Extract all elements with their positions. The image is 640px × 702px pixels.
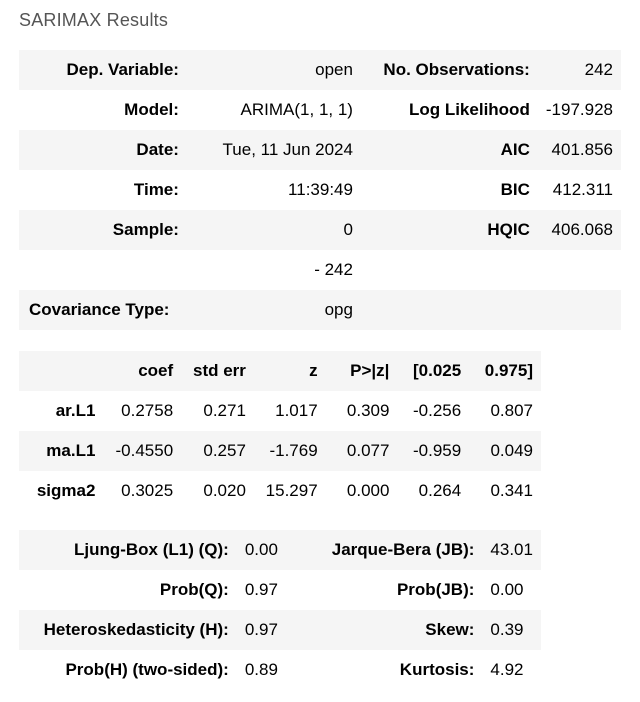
summary-value (538, 250, 621, 290)
diag-value: 0.97 (237, 570, 299, 610)
cell: 0.077 (326, 431, 398, 471)
summary-label: Model: (19, 90, 187, 130)
summary-value: 412.311 (538, 170, 621, 210)
row-label: ma.L1 (19, 431, 103, 471)
summary-value (538, 290, 621, 330)
diag-label: Skew: (299, 610, 483, 650)
column-header: coef (103, 351, 181, 391)
diag-label: Jarque-Bera (JB): (299, 530, 483, 570)
cell: 0.3025 (103, 471, 181, 511)
cell: 0.807 (469, 391, 541, 431)
table-row (19, 431, 541, 471)
summary-value: 406.068 (538, 210, 621, 250)
cell: 0.020 (181, 471, 254, 511)
diag-label: Kurtosis: (299, 650, 483, 690)
cell: 0.341 (469, 471, 541, 511)
diagnostics-table (19, 530, 541, 690)
column-header: P>|z| (326, 351, 398, 391)
diag-label: Prob(H) (two-sided): (19, 650, 237, 690)
diag-label: Prob(Q): (19, 570, 237, 610)
cell: 0.271 (181, 391, 254, 431)
diag-label: Ljung-Box (L1) (Q): (19, 530, 237, 570)
cell: 0.257 (181, 431, 254, 471)
table-row (19, 471, 541, 511)
cell: 0.264 (397, 471, 469, 511)
table-row (19, 650, 541, 690)
cell: 0.000 (326, 471, 398, 511)
summary-label: BIC (361, 170, 538, 210)
summary-value: 0 (187, 210, 361, 250)
cell: 15.297 (254, 471, 326, 511)
cell: -0.256 (397, 391, 469, 431)
column-header: z (254, 351, 326, 391)
diag-label: Prob(JB): (299, 570, 483, 610)
diag-value: 0.89 (237, 650, 299, 690)
summary-label (361, 250, 538, 290)
results-caption: SARIMAX Results (19, 10, 169, 30)
summary-value: Tue, 11 Jun 2024 (187, 130, 361, 170)
coefficient-table (19, 351, 541, 511)
table-row (19, 570, 541, 610)
column-header: 0.975] (469, 351, 541, 391)
summary-value: open (187, 50, 361, 90)
summary-value: opg (187, 290, 361, 330)
summary-label (361, 290, 538, 330)
summary-label: AIC (361, 130, 538, 170)
diag-value: 0.00 (237, 530, 299, 570)
diag-value: 0.39 (482, 610, 541, 650)
diag-value: 0.00 (482, 570, 541, 610)
row-label: ar.L1 (19, 391, 103, 431)
summary-row (19, 210, 621, 250)
summary-label: No. Observations: (361, 50, 538, 90)
table-row (19, 391, 541, 431)
column-header: [0.025 (397, 351, 469, 391)
summary-label (19, 250, 187, 290)
summary-value: 11:39:49 (187, 170, 361, 210)
summary-label: Time: (19, 170, 187, 210)
summary-label: Covariance Type: (19, 290, 187, 330)
diag-value: 0.97 (237, 610, 299, 650)
summary-value: ARIMA(1, 1, 1) (187, 90, 361, 130)
row-label-header (19, 351, 103, 391)
summary-row (19, 130, 621, 170)
diag-value: 43.01 (482, 530, 541, 570)
summary-label: HQIC (361, 210, 538, 250)
summary-row (19, 250, 621, 290)
summary-label: Sample: (19, 210, 187, 250)
diag-label: Heteroskedasticity (H): (19, 610, 237, 650)
cell: -0.959 (397, 431, 469, 471)
column-header: std err (181, 351, 254, 391)
coef-header-row (19, 351, 541, 391)
row-label: sigma2 (19, 471, 103, 511)
summary-row (19, 170, 621, 210)
summary-label: Dep. Variable: (19, 50, 187, 90)
summary-value: 242 (538, 50, 621, 90)
model-summary-table (19, 50, 621, 330)
summary-row (19, 90, 621, 130)
cell: 1.017 (254, 391, 326, 431)
table-row (19, 530, 541, 570)
summary-value: 401.856 (538, 130, 621, 170)
cell: 0.049 (469, 431, 541, 471)
summary-row (19, 290, 621, 330)
cell: -0.4550 (103, 431, 181, 471)
table-row (19, 610, 541, 650)
cell: 0.309 (326, 391, 398, 431)
summary-row (19, 50, 621, 90)
summary-label: Date: (19, 130, 187, 170)
diag-value: 4.92 (482, 650, 541, 690)
summary-value: - 242 (187, 250, 361, 290)
cell: 0.2758 (103, 391, 181, 431)
cell: -1.769 (254, 431, 326, 471)
summary-value: -197.928 (538, 90, 621, 130)
summary-label: Log Likelihood (361, 90, 538, 130)
